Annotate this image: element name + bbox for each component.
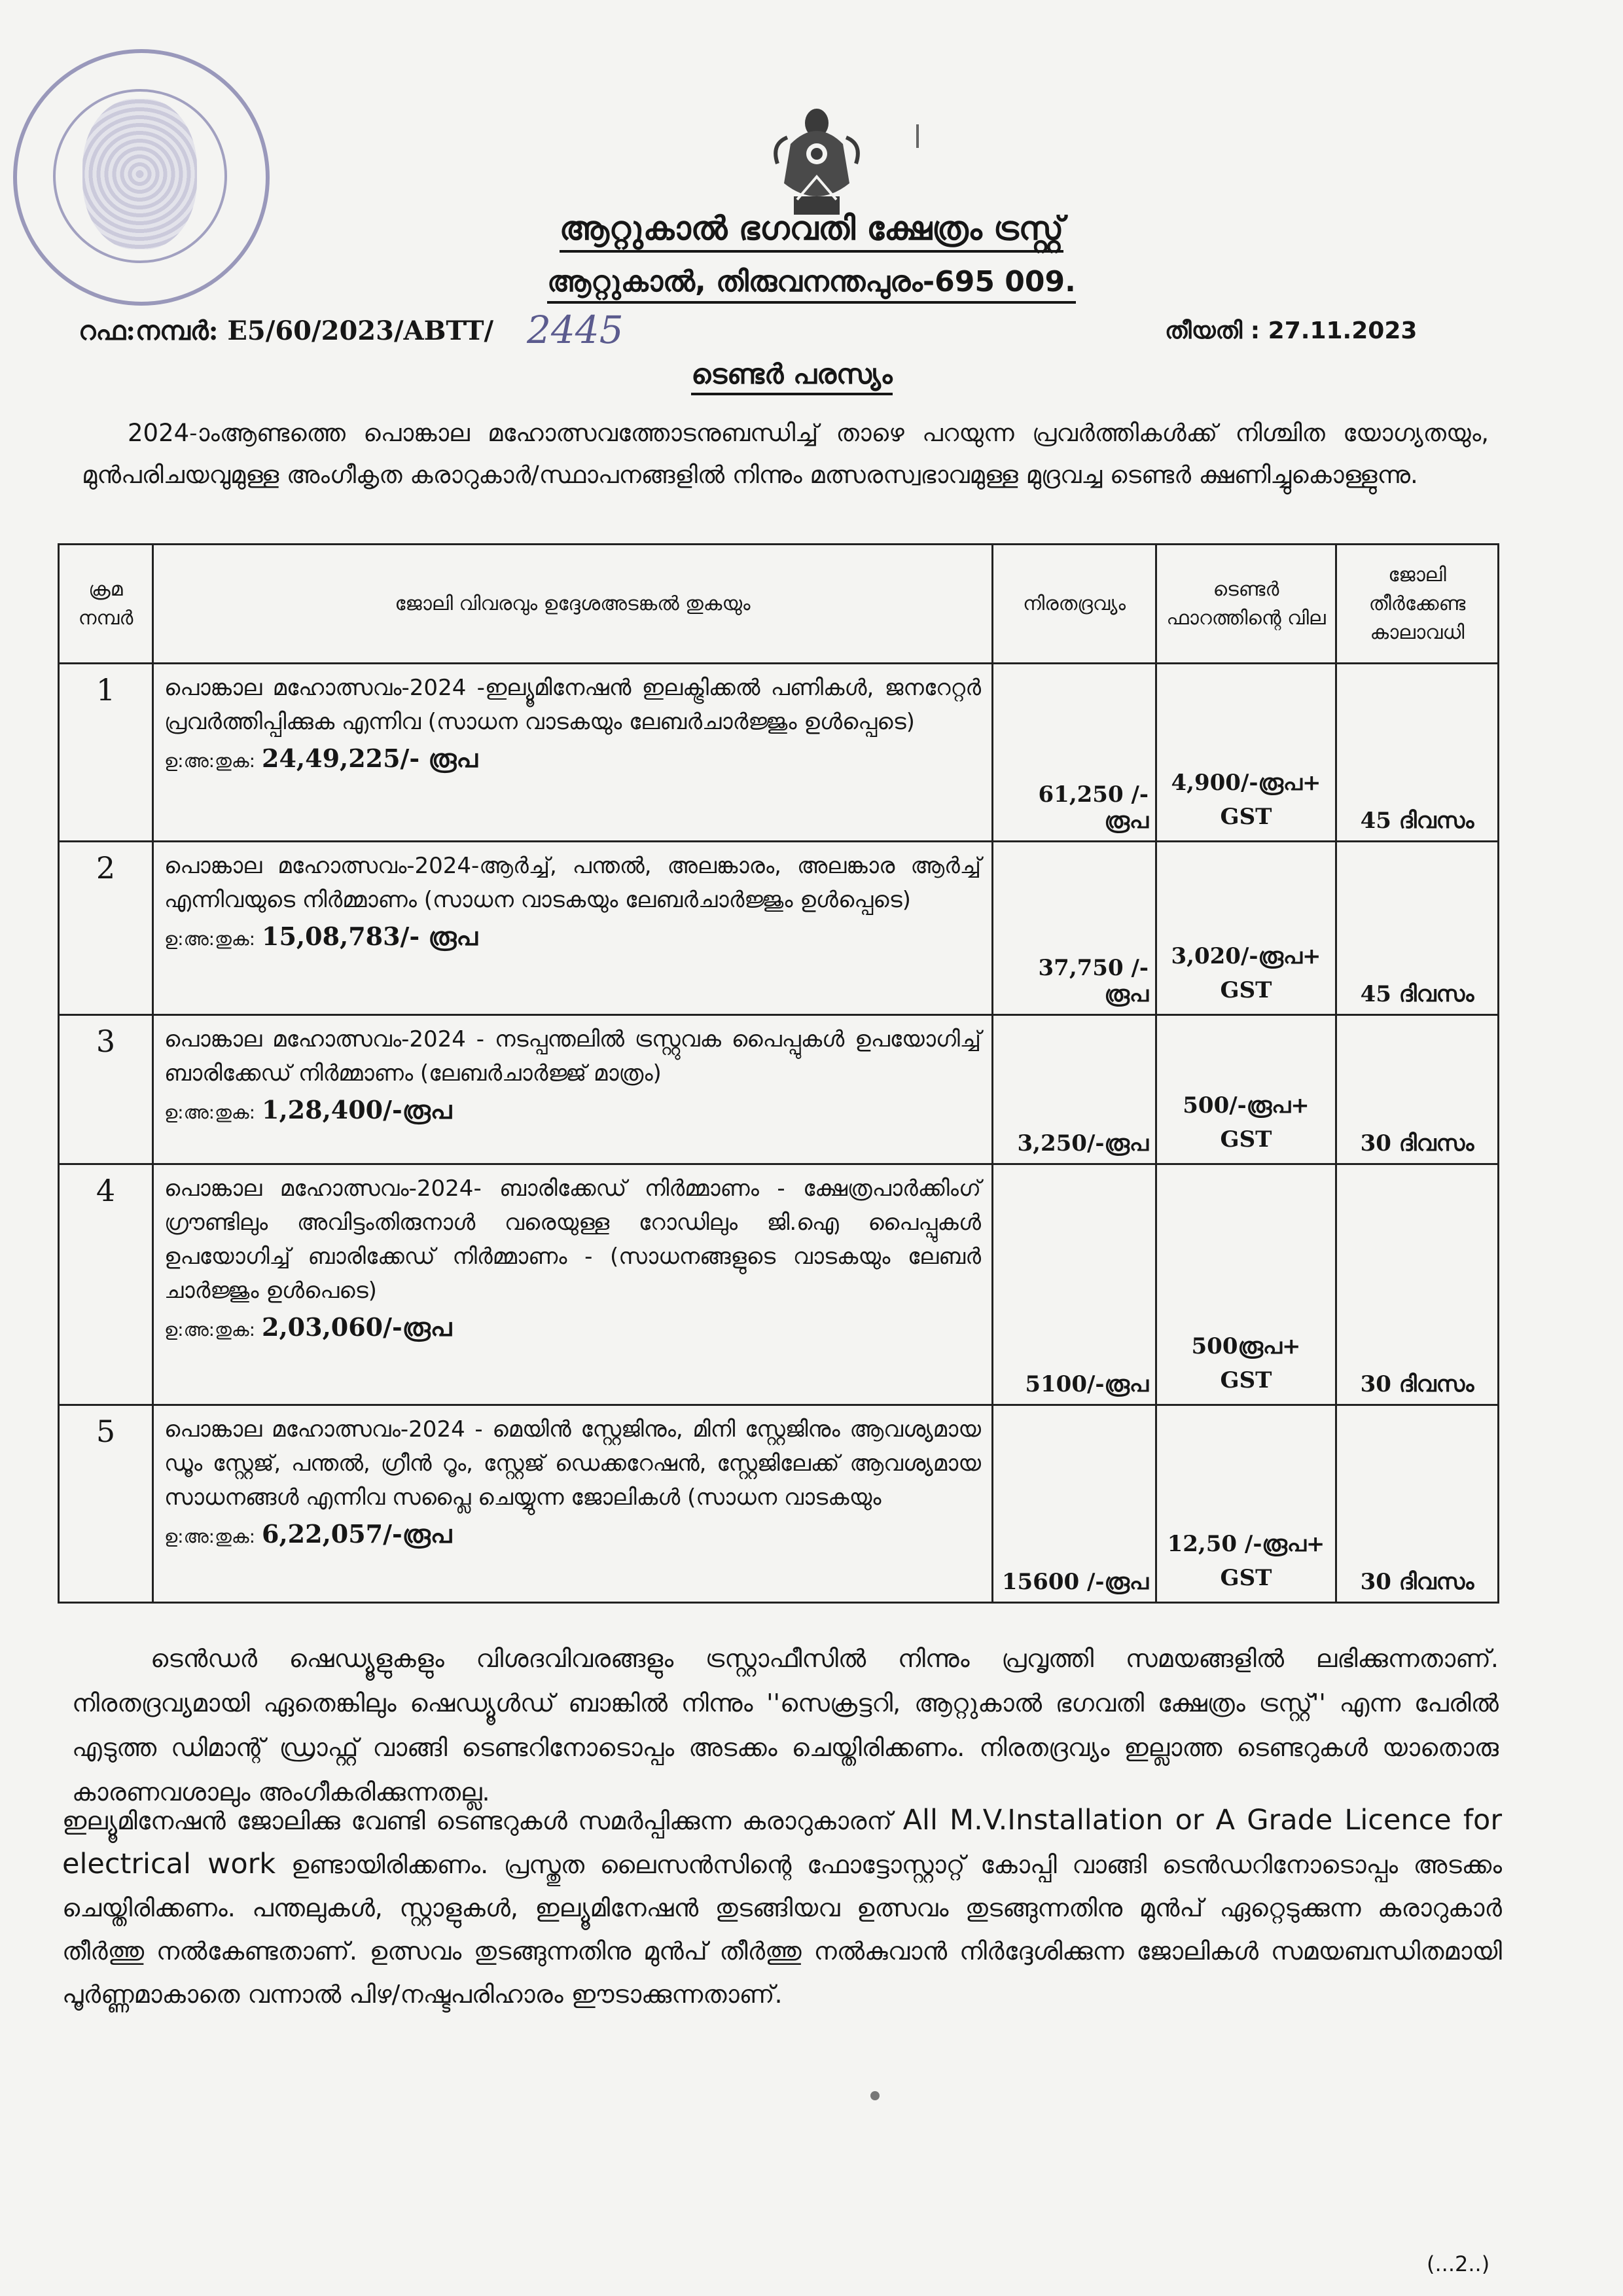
row-description (153, 1164, 993, 1405)
ink-dot (870, 2091, 880, 2100)
licence-requirement: All M.V.Installation or A Grade Licence for electrical work (62, 1804, 1502, 1880)
header-description: ജോലി വിവരവും ഉദ്ദേശഅടങ്കൽ തുകയും (153, 545, 993, 664)
estimate-amount: ഉ:അ:തുക: 6,22,057/-രൂപ (164, 1519, 452, 1549)
header-emd: നിരതദ്രവ്യം (993, 545, 1156, 664)
row-number: 5 (59, 1405, 153, 1603)
row-number: 2 (59, 842, 153, 1015)
handwritten-reference: 2445 (527, 308, 624, 352)
row-number: 3 (59, 1015, 153, 1164)
reference-number: റഫ:നമ്പർ: E5/60/2023/ABTT/ (79, 315, 494, 346)
header-sl-no: ക്രമ നമ്പർ (59, 545, 153, 664)
row-period: 45 ദിവസം (1336, 842, 1499, 1015)
header-form-fee: ടെണ്ടർ ഫാറത്തിന്റെ വില (1156, 545, 1336, 664)
row-description (153, 1015, 993, 1164)
intro-paragraph: 2024-ാംആണ്ടത്തെ പൊങ്കാല മഹോത്സവത്തോടനുബന്ധിച്ച് താഴെ പറയുന്ന പ്രവർത്തികൾക്ക് നിശ്ചിത യോഗ്യതയും, മുൻപരിചയവുമുള്ള അംഗീകൃത കരാറുകാർ/സ്ഥാപനങ്ങളിൽ നിന്നും മത്സരസ്വഭാവമുള്ള മുദ്രവച്ച ടെണ്ടർ ക്ഷണിച്ചുകൊള്ളുന്നു. (82, 419, 1489, 489)
table-row (59, 842, 1499, 1015)
row-form-fee: 500രൂപ+ GST (1156, 1164, 1336, 1405)
row-period: 45 ദിവസം (1336, 664, 1499, 842)
row-description (153, 664, 993, 842)
table-row (59, 664, 1499, 842)
estimate-amount: ഉ:അ:തുക: 24,49,225/- രൂപ (164, 744, 478, 773)
estimate-amount: ഉ:അ:തുക: 15,08,783/- രൂപ (164, 922, 478, 951)
work-description: പൊങ്കാല മഹോത്സവം-2024 - നടപ്പന്തലിൽ ട്രസ്റ്റുവക പൈപ്പുകൾ ഉപയോഗിച്ച് ബാരിക്കേഡ് നിർമ്മാണം (ലേബർചാർജ്ജ് മാത്രം) (164, 1026, 981, 1086)
header-period: ജോലി തീർക്കേണ്ട കാലാവധി (1336, 545, 1499, 664)
ink-mark (916, 124, 919, 148)
document-date: തീയതി : 27.11.2023 (1165, 317, 1418, 344)
row-description (153, 842, 993, 1015)
table-header-row (59, 545, 1499, 664)
document-title: ടെണ്ടർ പരസ്യം (0, 358, 1584, 391)
licence-paragraph: ഇല്യൂമിനേഷൻ ജോലിക്കു വേണ്ടി ടെണ്ടറുകൾ സമർപ്പിക്കുന്ന കരാറുകാരന് All M.V.Installation or A Grade Licence for electrical work ഉണ്ടായിരിക്കണം. പ്രസ്തുത ലൈസൻസിന്റെ ഫോട്ടോസ്റ്റാറ്റ് കോപ്പി വാങ്ങി ടെൻഡറിനോടൊപ്പം അടക്കം ചെയ്തിരിക്കണം. പന്തലുകൾ, സ്റ്റാളുകൾ, ഇല്യൂമിനേഷൻ തുടങ്ങിയവ ഉത്സവം തുടങ്ങുന്നതിനു മുൻപ് ഏറ്റെടുക്കുന്ന കരാറുകാർ തീർത്തു നൽകേണ്ടതാണ്. ഉത്സവം തുടങ്ങുന്നതിനു മുൻപ് തീർത്തു നൽകുവാൻ നിർദ്ദേശിക്കുന്ന ജോലികൾ സമയബന്ധിതമായി പൂർണ്ണമാകാതെ വന്നാൽ പിഴ/നഷ്ടപരിഹാരം ഈടാക്കുന്നതാണ്. (62, 1804, 1503, 2009)
work-description: പൊങ്കാല മഹോത്സവം-2024 - മെയിൻ സ്റ്റേജിനും, മിനി സ്റ്റേജിനും ആവശ്യമായ ഡൂം സ്റ്റേജ്, പന്തൽ, ഗ്രീൻ റൂം, സ്റ്റേജ് ഡെക്കറേഷൻ, സ്റ്റേജിലേക്ക് ആവശ്യമായ സാധനങ്ങൾ എന്നിവ സപ്ലൈ ചെയ്യുന്ന ജോലികൾ (സാധന വാടകയും (164, 1416, 981, 1511)
instructions-paragraph: ടെൻഡർ ഷെഡ്യൂളുകളും വിശദവിവരങ്ങളും ട്രസ്റ്റാഫീസിൽ നിന്നും പ്രവൃത്തി സമയങ്ങളിൽ ലഭിക്കുന്നതാണ്. നിരതദ്രവ്യമായി ഏതെങ്കിലും ഷെഡ്യൂൾഡ് ബാങ്കിൽ നിന്നും ''സെക്രട്ടറി, ആറ്റുകാൽ ഭഗവതി ക്ഷേത്രം ട്രസ്റ്റ്'' എന്ന പേരിൽ എടുത്ത ഡിമാന്റ് ഡ്രാഫ്റ്റ് വാങ്ങി ടെണ്ടറിനോടൊപ്പം അടക്കം ചെയ്തിരിക്കണം. നിരതദ്രവ്യം ഇല്ലാത്ത ടെണ്ടറുകൾ യാതൊരു കാരണവശാലും അംഗീകരിക്കുന്നതല്ല. (72, 1644, 1499, 1806)
row-number: 1 (59, 664, 153, 842)
row-period: 30 ദിവസം (1336, 1015, 1499, 1164)
row-emd: 3,250/-രൂപ (993, 1015, 1156, 1164)
row-form-fee: 12,50 /-രൂപ+ GST (1156, 1405, 1336, 1603)
tender-table (58, 543, 1499, 1604)
organization-address: ആറ്റുകാൽ, തിരുവനന്തപുരം-695 009. (0, 265, 1623, 298)
row-period: 30 ദിവസം (1336, 1164, 1499, 1405)
page-number: (...2..) (1427, 2251, 1490, 2276)
row-emd: 5100/-രൂപ (993, 1164, 1156, 1405)
row-form-fee: 500/-രൂപ+ GST (1156, 1015, 1336, 1164)
row-emd: 61,250 /-രൂപ (993, 664, 1156, 842)
row-description (153, 1405, 993, 1603)
row-number: 4 (59, 1164, 153, 1405)
estimate-amount: ഉ:അ:തുക: 1,28,400/-രൂപ (164, 1095, 452, 1124)
row-emd: 37,750 /-രൂപ (993, 842, 1156, 1015)
temple-emblem-icon (764, 105, 869, 223)
row-form-fee: 4,900/-രൂപ+ GST (1156, 664, 1336, 842)
row-form-fee: 3,020/-രൂപ+ GST (1156, 842, 1336, 1015)
work-description: പൊങ്കാല മഹോത്സവം-2024 -ഇല്യൂമിനേഷൻ ഇലക്ട്രിക്കൽ പണികൾ, ജനറേറ്റർ പ്രവർത്തിപ്പിക്കുക എന്നിവ (സാധന വാടകയും ലേബർചാർജ്ജും ഉൾപ്പെടെ) (164, 675, 981, 735)
table-row (59, 1015, 1499, 1164)
table-row (59, 1164, 1499, 1405)
estimate-amount: ഉ:അ:തുക: 2,03,060/-രൂപ (164, 1312, 452, 1342)
table-row (59, 1405, 1499, 1603)
organization-name: ആറ്റുകാൽ ഭഗവതി ക്ഷേത്രം ട്രസ്റ്റ് (0, 209, 1623, 248)
work-description: പൊങ്കാല മഹോത്സവം-2024-ആർച്ച്, പന്തൽ, അലങ്കാരം, അലങ്കാര ആർച്ച് എന്നിവയുടെ നിർമ്മാണം (സാധന വാടകയും ലേബർചാർജ്ജും ഉൾപ്പെടെ) (164, 853, 981, 913)
row-emd: 15600 /-രൂപ (993, 1405, 1156, 1603)
work-description: പൊങ്കാല മഹോത്സവം-2024- ബാരിക്കേഡ് നിർമ്മാണം - ക്ഷേത്രപാർക്കിംഗ് ഗ്രൗണ്ടിലും അവിട്ടംതിരുനാൾ വരെയുള്ള റോഡിലും ജി.ഐ പൈപ്പുകൾ ഉപയോഗിച്ച് ബാരിക്കേഡ് നിർമ്മാണം - (സാധനങ്ങളുടെ വാടകയും ലേബർ ചാർജ്ജും ഉൾപെടെ) (164, 1175, 981, 1304)
row-period: 30 ദിവസം (1336, 1405, 1499, 1603)
